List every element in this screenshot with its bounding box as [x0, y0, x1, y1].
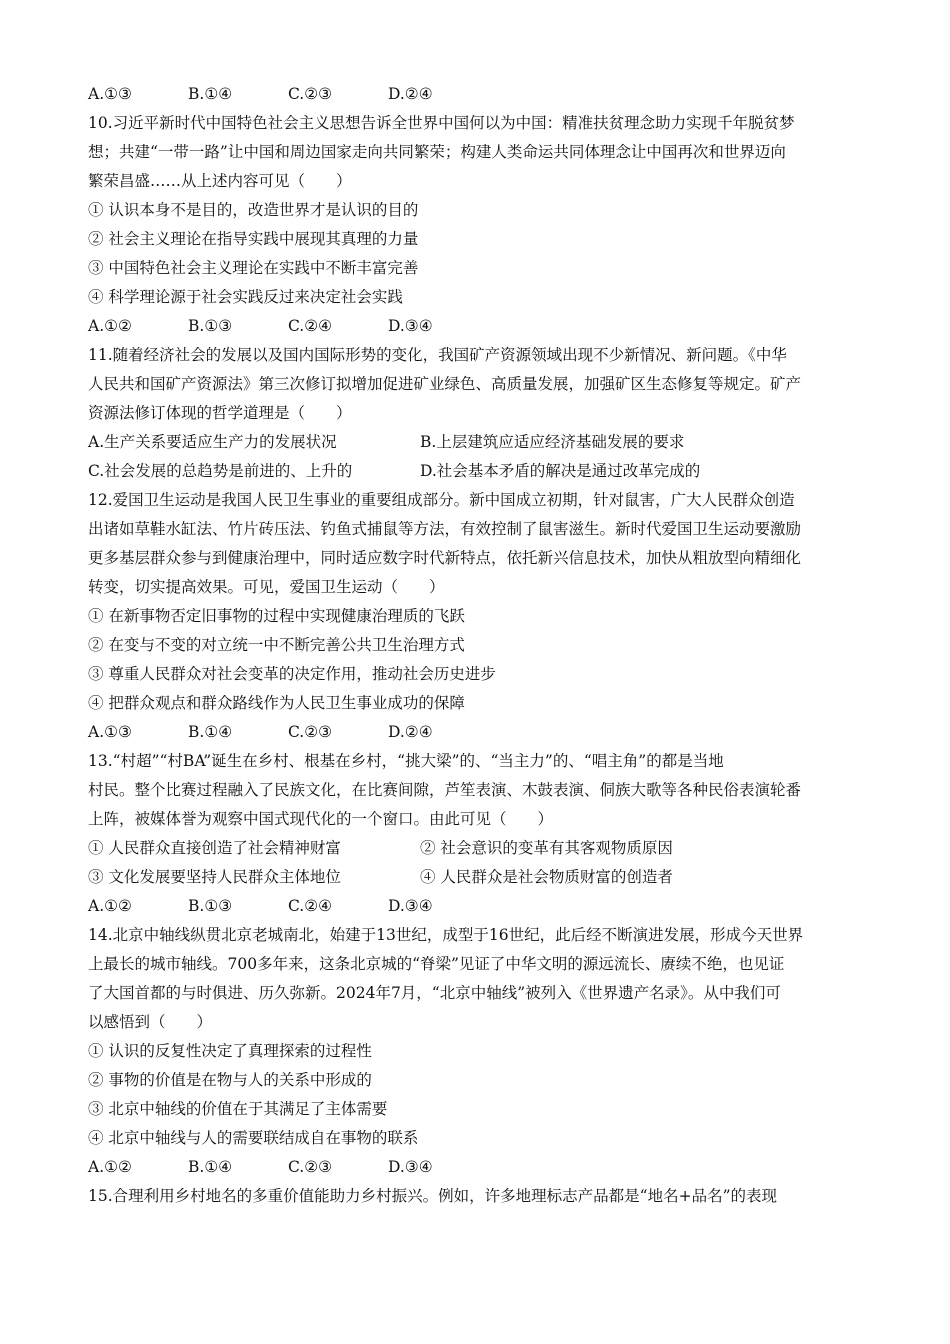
statement-item: ② 事物的价值是在物与人的关系中形成的	[88, 1071, 372, 1089]
question-stem-line: 以感悟到（ ）	[88, 1013, 213, 1031]
statement-item: ④ 人民群众是社会物质财富的创造者	[420, 868, 673, 886]
question-stem-line: 村民。整个比赛过程融入了民族文化，在比赛间隙，芦笙表演、木鼓表演、侗族大歌等各种民俗表演轮番	[88, 781, 802, 799]
question-stem-line: 出诸如草鞋水缸法、竹片砖压法、钓鱼式捕鼠等方法，有效控制了鼠害滋生。新时代爱国卫生运动要激励	[88, 520, 802, 538]
option-a: A.①②	[88, 1158, 132, 1176]
q9-options	[88, 80, 868, 109]
question-14	[88, 921, 868, 1182]
answer-options	[88, 1153, 868, 1182]
question-stem-line: 上阵，被媒体誉为观察中国式现代化的一个窗口。由此可见（ ）	[88, 810, 554, 828]
statement-item: ① 人民群众直接创造了社会精神财富	[88, 839, 341, 857]
question-10	[88, 109, 868, 341]
statement-item: ③ 北京中轴线的价值在于其满足了主体需要	[88, 1100, 388, 1118]
question-15	[88, 1182, 868, 1211]
option-b: B.①④	[188, 1158, 233, 1176]
option-a: A.①③	[88, 85, 132, 103]
question-stem-line: 繁荣昌盛……从上述内容可见（ ）	[88, 172, 352, 190]
option-a: A.①③	[88, 723, 132, 741]
answer-options	[88, 892, 868, 921]
question-stem-line: 13.“村超”“村BA”诞生在乡村、根基在乡村，“挑大梁”的、“当主力”的、“唱主角”的都是当地	[88, 752, 724, 770]
statement-item: ② 社会主义理论在指导实践中展现其真理的力量	[88, 230, 419, 248]
answer-options	[88, 457, 868, 486]
statement-row	[88, 834, 868, 863]
option-c: C.②④	[288, 897, 333, 915]
question-stem-line: 10.习近平新时代中国特色社会主义思想告诉全世界中国何以为中国：精准扶贫理念助力实现千年脱贫梦	[88, 114, 795, 132]
option-c: C.②③	[288, 1158, 333, 1176]
option-d: D.②④	[388, 85, 433, 103]
option-b: B.①③	[188, 317, 233, 335]
option-d: D.社会基本矛盾的解决是通过改革完成的	[420, 462, 701, 480]
question-stem-line: 人民共和国矿产资源法》第三次修订拟增加促进矿业绿色、高质量发展，加强矿区生态修复等规定。矿产	[88, 375, 802, 393]
question-stem-line: 想；共建“一带一路”让中国和周边国家走向共同繁荣；构建人类命运共同体理念让中国再次和世界迈向	[88, 143, 786, 161]
exam-page	[88, 80, 868, 1211]
statement-item: ② 社会意识的变革有其客观物质原因	[420, 839, 673, 857]
statement-item: ③ 中国特色社会主义理论在实践中不断丰富完善	[88, 259, 419, 277]
option-d: D.②④	[388, 723, 433, 741]
statement-item: ③ 尊重人民群众对社会变革的决定作用，推动社会历史进步	[88, 665, 496, 683]
option-b: B.①④	[188, 723, 233, 741]
option-a: A.①②	[88, 317, 132, 335]
statement-item: ③ 文化发展要坚持人民群众主体地位	[88, 868, 341, 886]
option-b: B.①④	[188, 85, 233, 103]
statement-item: ② 在变与不变的对立统一中不断完善公共卫生治理方式	[88, 636, 465, 654]
statement-item: ① 认识本身不是目的，改造世界才是认识的目的	[88, 201, 419, 219]
option-a: A.生产关系要适应生产力的发展状况	[88, 433, 337, 451]
option-b: B.①③	[188, 897, 233, 915]
option-c: C.社会发展的总趋势是前进的、上升的	[88, 462, 353, 480]
question-12	[88, 486, 868, 747]
option-d: D.③④	[388, 897, 433, 915]
question-stem-line: 资源法修订体现的哲学道理是（ ）	[88, 404, 352, 422]
question-13	[88, 747, 868, 921]
statement-item: ① 认识的反复性决定了真理探索的过程性	[88, 1042, 372, 1060]
question-stem-line: 上最长的城市轴线。700多年来，这条北京城的“脊梁”见证了中华文明的源远流长、赓续不绝，也见证	[88, 955, 785, 973]
option-b: B.上层建筑应适应经济基础发展的要求	[420, 433, 685, 451]
option-a: A.①②	[88, 897, 132, 915]
statement-item: ① 在新事物否定旧事物的过程中实现健康治理质的飞跃	[88, 607, 465, 625]
answer-options	[88, 312, 868, 341]
statement-row	[88, 863, 868, 892]
question-stem-line: 转变，切实提高效果。可见，爱国卫生运动（ ）	[88, 578, 445, 596]
option-c: C.②③	[288, 85, 333, 103]
question-11	[88, 341, 868, 486]
question-stem-line: 了大国首都的与时俱进、历久弥新。2024年7月，“北京中轴线”被列入《世界遗产名录》。从中我们可	[88, 984, 781, 1002]
question-stem-line: 15.合理利用乡村地名的多重价值能助力乡村振兴。例如，许多地理标志产品都是“地名+品名”的表现	[88, 1187, 777, 1205]
option-d: D.③④	[388, 1158, 433, 1176]
answer-options	[88, 718, 868, 747]
statement-item: ④ 把群众观点和群众路线作为人民卫生事业成功的保障	[88, 694, 465, 712]
option-c: C.②④	[288, 317, 333, 335]
question-stem-line: 14.北京中轴线纵贯北京老城南北，始建于13世纪，成型于16世纪，此后经不断演进发展，形成今天世界	[88, 926, 804, 944]
question-stem-line: 更多基层群众参与到健康治理中，同时适应数字时代新特点，依托新兴信息技术，加快从粗放型向精细化	[88, 549, 802, 567]
answer-options	[88, 428, 868, 457]
statement-item: ④ 科学理论源于社会实践反过来决定社会实践	[88, 288, 403, 306]
question-stem-line: 12.爱国卫生运动是我国人民卫生事业的重要组成部分。新中国成立初期，针对鼠害，广大人民群众创造	[88, 491, 795, 509]
option-d: D.③④	[388, 317, 433, 335]
option-c: C.②③	[288, 723, 333, 741]
question-stem-line: 11.随着经济社会的发展以及国内国际形势的变化，我国矿产资源领域出现不少新情况、新问题。《中华	[88, 346, 787, 364]
statement-item: ④ 北京中轴线与人的需要联结成自在事物的联系	[88, 1129, 419, 1147]
